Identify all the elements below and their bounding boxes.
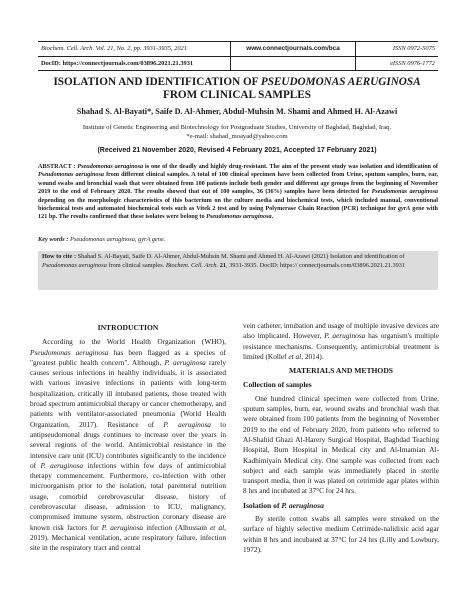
doi-link[interactable]: DocID: https://connectjournals.com/03896.2021.21.3931 xyxy=(38,57,231,71)
isolation-heading: Isolation of P. aeruginosa xyxy=(243,500,324,510)
keywords: Key words : Pseudomonas aeruginosa, gyrA gene. xyxy=(38,236,166,243)
article-title: ISOLATION AND IDENTIFICATION OF PSEUDOMONAS AERUGINOSA FROM CLINICAL SAMPLES xyxy=(53,76,421,101)
materials-methods-heading: MATERIALS AND METHODS xyxy=(288,366,394,376)
journal-reference: Biochem. Cell. Arch. Vol. 21, No. 2, pp. 3931-3935, 2021 xyxy=(38,42,231,57)
contact-email: *e-mail: shahad_moayad@yahoo.com xyxy=(186,133,288,141)
collection-paragraph: One hundred clinical specimen were collected from Urine, sputum samples, burn, ear, wound swabs and bronchial wash that were obtained from 100 patients from the beginning of November 2019 to the end of February 2020, from patients who referred to Al-Shahid Ghazi Al-Harery Surgical Hospital, Baghdad Teaching Hospital, Burn Hospital in Medical city and Al-Imamian Al-Kadhimiyain Medical city. One sample was collected from each subject and each sample was immediately placed in sterile transport media, then it was plated on cetrimide agar plates within 8 hrs and incubated at 37°C for 24 hrs. xyxy=(243,393,439,496)
affiliation-text: Institute of Genetic Engineering and Biotechnology for Postgraduate Studies, University of Baghdad, Baghdad, Iraq. xyxy=(82,124,392,131)
right-column xyxy=(243,321,439,555)
abstract: ABSTRACT : Pseudomonas aeruginosa is one of the deadly and highly drug-resistant. The aim of the present study was isolation and identification of Pseudomonas aeruginosa from different clinical samples. A total of 100 clinical specimen have been collected from Urine, sputum samples, burn, ear, wound swabs and bronchial wash that were obtained from 100 patients include both gender and different age groups from the beginning of November 2019 to the end of February 2020. The results showed that out of 100 samples, 36 (36%) samples have been detected for Pseudomonas aeruginosa depending on the morphologic characteristics of this bacterium on the culture media and biochemical tests, which included manual, conventional biochemical tests and automated biochemical tests such as Vitek 2 test and by using Polymerase Chain Reaction (PCR) technique for gyrA gene with 121 bp. The results confirmed that these isolates were belong to Pseudomonas aeruginosa. xyxy=(38,163,438,221)
isolation-paragraph: By sterile cotton swabs all samples were streaked on the surface of highly selective medium Cetrimide-nalidixic acid agar within 8 hrs and incubated at 37°C for 24 hrs (Lilly and Lowbury, 1972). xyxy=(243,514,439,554)
author-list: Shahad S. Al-Bayati*, Saife D. Al-Ahmer, Abdul-Muhsin M. Shami and Ahmed H. Al-Azawi xyxy=(76,107,398,116)
introduction-paragraph: According to the World Health Organization (WHO), Pseudomonas aeruginosa has been flagged as a species of "greatest public health concern". Although, P. aeruginosa rarely causes serious infections in healthy individuals, it is associated with various invasive infections in patients with long-term hospitalization, critically ill intubated patients, those treated with broad spectrum antimicrobial therapy or cancer chemotherapy, and patients with ventilator-associated pneumonia (World Health Organization, 2017). Resistance of P. aeruginosa to antipseudomonal drugs continues to increase over the years in several regions of the world. Antimicrobial resistance in the intensive care unit (ICU) contributes significantly to the incidence of P. aeruginosa infections within few days of antimicrobial therapy commencement. Furthermore, co-infection with other microorganism prior to the isolation, total parenteral nutrition usage, comorbid cerebrovascular disease, history of cerebrovascular disease, admission to ICU, malignancy, compromised immune system, obstruction coronary disease are known risk factors for P. aeruginosa infection (Alhussain et al, 2019). Mechanical ventilation, acute respiratory failure, infection site in the respiratory tract and central xyxy=(30,337,226,553)
issn-online: eISSN 0976-1772 xyxy=(390,59,435,67)
journal-website-link[interactable]: www.connectjournals.com/bca xyxy=(231,42,356,57)
issn-print: ISSN 0972-5075 xyxy=(356,42,438,57)
journal-header xyxy=(38,41,438,71)
collection-heading: Collection of samples xyxy=(243,380,312,390)
article-dates: (Received 21 November 2020, Revised 4 February 2021, Accepted 17 February 2021) xyxy=(97,147,377,154)
introduction-heading: INTRODUCTION xyxy=(97,323,159,332)
affiliation xyxy=(30,123,444,141)
left-column xyxy=(30,323,226,554)
how-to-cite-box: How to cite : Shahad S. Al-Bayati, Saife D. Al-Ahmer, Abdul-Muhsin M. Shami and Ahmed H. Al-Azawi (2021) Isolation and identification of Pseudomonas aeruginosa from clinical samples. Biochem. Cell. Arch. 21, 3931-3935. DocID: https:// connectjournals.com/03896.2021.21.3931 xyxy=(38,251,438,290)
introduction-continuation: vein catheter, intubation and usage of multiple invasive devices are also implicated. However, P. aeruginosa has organism's multiple resistance mechanisms. Consequently, antimicrobial treatment is limited (Kollef et al, 2014). xyxy=(243,321,440,361)
header-spacer xyxy=(231,57,356,71)
